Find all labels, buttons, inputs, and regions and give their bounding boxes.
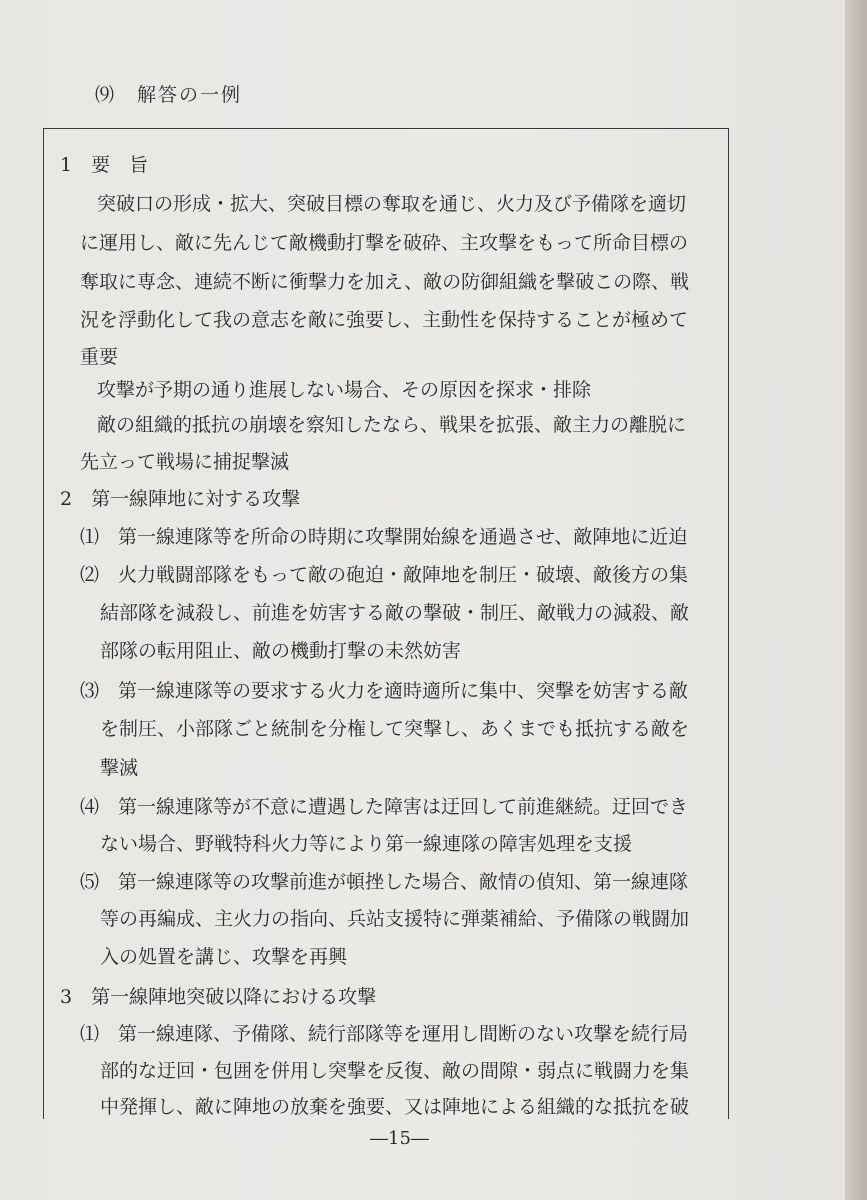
text-line: ⑴ 第一線連隊等を所命の時期に攻撃開始線を通過させ、敵陣地に近迫 bbox=[80, 526, 688, 548]
text-line: 重要 bbox=[80, 346, 119, 368]
text-line: ⑸ 第一線連隊等の攻撃前進が頓挫した場合、敵情の偵知、第一線連隊 bbox=[80, 871, 689, 893]
text-line: ⑵ 火力戦闘部隊をもって敵の砲迫・敵陣地を制圧・破壊、敵後方の集 bbox=[80, 564, 689, 586]
text-line: ⑴ 第一線連隊、予備隊、続行部隊等を運用し間断のない攻撃を続行局 bbox=[80, 1023, 689, 1045]
text-line: 突破口の形成・拡大、突破目標の奪取を通じ、火力及び予備隊を適切 bbox=[97, 193, 687, 215]
text-line: 攻撃が予期の通り進展しない場合、その原因を探求・排除 bbox=[97, 379, 592, 401]
text-line: ない場合、野戦特科火力等により第一線連隊の障害処理を支援 bbox=[100, 833, 633, 855]
text-line: 中発揮し、敵に陣地の放棄を強要、又は陣地による組織的な抵抗を破 bbox=[100, 1096, 690, 1118]
text-line: 奪取に専念、連続不断に衝撃力を加え、敵の防御組織を撃破この際、戦 bbox=[80, 271, 690, 293]
text-line: 況を浮動化して我の意志を敵に強要し、主動性を保持することが極めて bbox=[80, 309, 689, 331]
text-line: ⑷ 第一線連隊等が不意に遭遇した障害は迂回して前進継続。迂回でき bbox=[80, 796, 689, 818]
page-edge bbox=[845, 0, 867, 1200]
text-line: 等の再編成、主火力の指向、兵站支援特に弾薬補給、予備隊の戦闘加 bbox=[100, 908, 690, 930]
text-line: に運用し、敵に先んじて敵機動打撃を破砕、主攻撃をもって所命目標の bbox=[80, 232, 689, 254]
section-heading: ⑼ 解答の一例 bbox=[95, 84, 243, 106]
text-line: を制圧、小部隊ごと統制を分権して突撃し、あくまでも抵抗する敵を bbox=[100, 718, 690, 740]
heading-summary: 1 要 旨 bbox=[60, 154, 149, 176]
text-line: 部的な迂回・包囲を併用し突撃を反復、敵の間隙・弱点に戦闘力を集 bbox=[100, 1060, 690, 1082]
text-line: 入の処置を講じ、攻撃を再興 bbox=[100, 946, 348, 968]
text-line: 敵の組織的抵抗の崩壊を察知したなら、戦果を拡張、敵主力の離脱に bbox=[97, 414, 687, 436]
heading-after-breakthrough: 3 第一線陣地突破以降における攻撃 bbox=[60, 986, 377, 1008]
text-line: ⑶ 第一線連隊等の要求する火力を適時適所に集中、突撃を妨害する敵 bbox=[80, 680, 689, 702]
heading-first-line: 2 第一線陣地に対する攻撃 bbox=[60, 488, 301, 510]
text-line: 先立って戦場に捕捉撃滅 bbox=[80, 451, 290, 473]
text-line: 部隊の転用阻止、敵の機動打撃の未然妨害 bbox=[100, 640, 462, 662]
text-line: 撃滅 bbox=[100, 757, 139, 779]
text-line: 結部隊を減殺し、前進を妨害する敵の撃破・制圧、敵戦力の減殺、敵 bbox=[100, 602, 690, 624]
page-number: ―15― bbox=[370, 1128, 429, 1149]
